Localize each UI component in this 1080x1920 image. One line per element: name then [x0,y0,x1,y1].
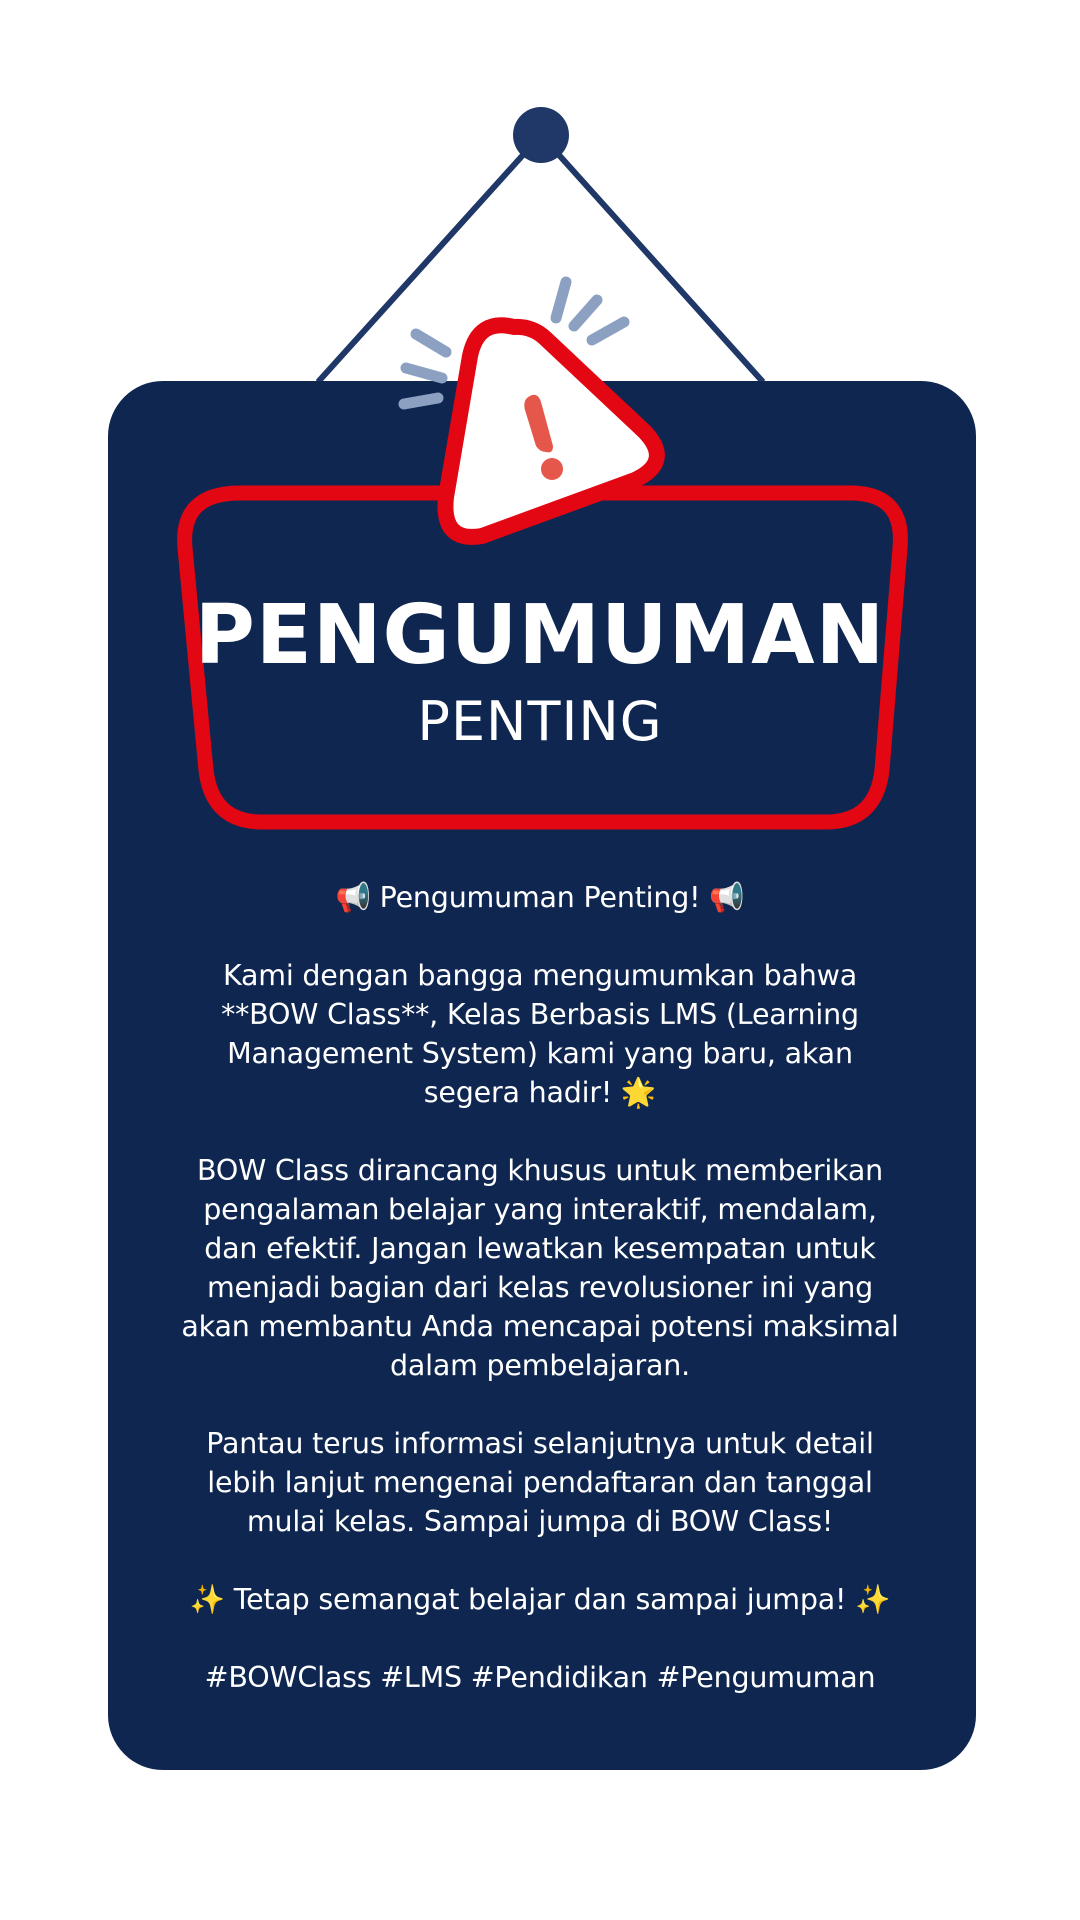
announcement-body [175,878,905,1697]
paragraph-followup: Pantau terus informasi selanjutnya untuk detail lebih lanjut mengenai pendaftaran dan tanggal mulai kelas. Sampai jumpa di BOW Class! [206,1427,874,1538]
pin-icon [513,107,569,163]
paragraph-intro: Kami dengan bangga mengumumkan bahwa **BOW Class**, Kelas Berbasis LMS (Learning Management System) kami yang baru, akan segera hadir! 🌟 [221,959,859,1109]
title-main: PENGUMUMAN [194,588,886,683]
closing-line: ✨ Tetap semangat belajar dan sampai jumpa! ✨ [189,1583,891,1616]
hashtags: #BOWClass #LMS #Pendidikan #Pengumuman [204,1661,876,1694]
title-sub: PENTING [417,690,663,753]
paragraph-description: BOW Class dirancang khusus untuk memberikan pengalaman belajar yang interaktif, mendalam, dan efektif. Jangan lewatkan kesempatan untuk menjadi bagian dari kelas revolusioner ini yang akan membantu Anda mencapai potensi maksimal dalam pembelajaran. [181,1154,899,1382]
announcement-heading: 📢 Pengumuman Penting! 📢 [335,881,745,914]
